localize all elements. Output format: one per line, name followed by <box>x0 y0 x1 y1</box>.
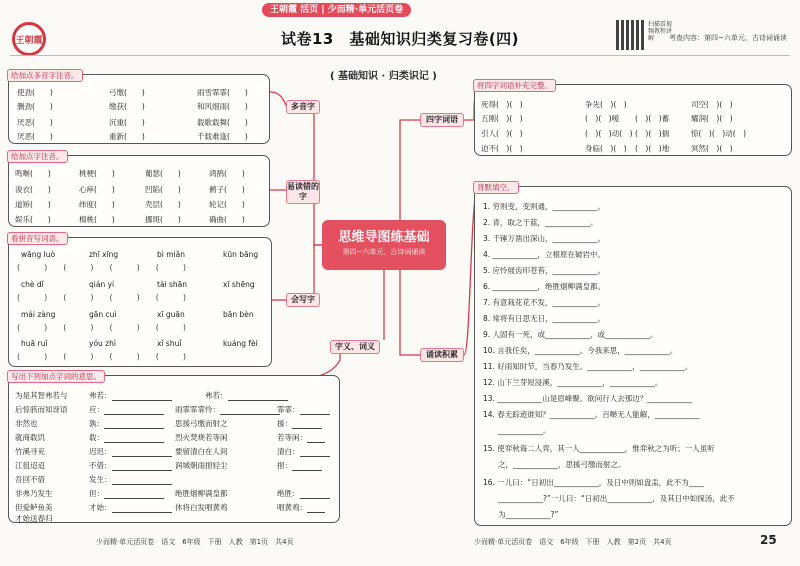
publisher-logo: 王朝霞 <box>12 22 46 56</box>
recitation-item[interactable]: 7. 有意栽花花不发，____________。 <box>483 298 606 307</box>
meaning-field[interactable]: 迟迟： <box>89 446 172 457</box>
idiom-item[interactable]: 惊( )( )动( ) <box>691 129 747 138</box>
pinyin-label: tài shān <box>157 280 188 289</box>
yidu-item[interactable]: 挪斑( ) <box>145 215 181 224</box>
node-ciyi: 字义、词义 <box>330 340 380 354</box>
answer-blank[interactable]: ( ) ( ) ( ) ( ) <box>17 263 186 272</box>
phrase: 为是其智弗若与 <box>15 391 68 400</box>
pinyin-label: mái zàng <box>21 310 56 319</box>
duoyin-item[interactable]: 和风细雨( ) <box>197 102 248 111</box>
meaning-field[interactable]: 清白： <box>277 446 330 457</box>
recitation-item[interactable]: 之，____________，思援弓缴而射之。 <box>483 460 626 469</box>
phrase: 就商载饥 <box>15 433 45 442</box>
pinyin-label: qián yí <box>89 280 115 289</box>
footer-left: 少而精·单元活页卷 语文 6年级 下册 人教 第1页 共4页 <box>96 538 294 546</box>
phrase: 竹溪寻兖 <box>15 447 45 456</box>
box-sizi-tag: 将四字词语补充完整。 <box>473 79 556 92</box>
meaning-field[interactable]: 载： <box>89 432 164 443</box>
box-ciyi-tag: 写出下列加点字词的意思。 <box>7 370 105 383</box>
meaning-field[interactable]: 弗若： <box>89 390 172 401</box>
node-huixie: 会写字 <box>286 293 320 307</box>
idiom-item[interactable]: 引人( )( ) <box>481 129 523 138</box>
answer-blank[interactable]: ( ) ( ) ( ) ( ) <box>17 293 186 302</box>
duoyin-item[interactable]: 载歌载舞( ) <box>197 118 248 127</box>
duoyin-item[interactable]: 缴获( ) <box>109 102 145 111</box>
idiom-item[interactable]: ( )( )动( ) <box>585 129 633 138</box>
duoyin-item[interactable]: 删劲( ) <box>17 102 53 111</box>
idiom-item[interactable]: 身临( )( ) <box>585 144 627 153</box>
pinyin-label: bì miǎn <box>157 250 185 259</box>
duoyin-item[interactable]: 重新( ) <box>109 132 145 141</box>
idiom-item[interactable]: ( )( )地 <box>635 144 670 153</box>
yidu-item[interactable]: 葡瑟( ) <box>145 169 181 178</box>
recitation-item[interactable]: 3. 千锤万凿出深山，____________。 <box>483 234 606 243</box>
meaning-field[interactable]: 唱黄鸡： <box>277 502 325 513</box>
recitation-item[interactable]: 6. ____________，绝胜烟柳满皇都。 <box>483 282 606 291</box>
meaning-field[interactable]: 弗若： <box>205 390 288 401</box>
box-duoyinzi-tag: 给加点多音字注音。 <box>7 69 83 82</box>
box-sizi <box>474 81 792 156</box>
yidu-item[interactable]: 娱乐( ) <box>15 215 51 224</box>
box-songdu-tag: 背默填空。 <box>473 181 519 194</box>
meaning-field[interactable]: 孰： <box>89 418 164 429</box>
yidu-item[interactable]: 纬度( ) <box>79 200 115 209</box>
meaning-field[interactable]: 才始： <box>89 502 172 513</box>
pinyin-label: yóu zhì <box>89 339 116 348</box>
phrase: 非弗乃发生 <box>15 489 53 498</box>
recitation-item[interactable]: ____________。 <box>483 426 551 435</box>
phrase: 雨霏霏霏 <box>175 405 205 414</box>
phrase: 要留清白在人间 <box>175 447 228 456</box>
section-title: ( 基础知识 · 归类识记 ) <box>330 71 437 82</box>
idiom-item[interactable]: 五刚( )( ) <box>481 114 523 123</box>
recitation-item[interactable]: 1. 穷则变，变则通，____________。 <box>483 202 606 211</box>
recitation-item[interactable]: 13. ____________山是眉峰聚。欲问行人去那边？____________ <box>483 394 693 403</box>
phrase: 但爱鲈鱼美 <box>15 503 53 512</box>
idiom-item[interactable]: ( )( )蓄 <box>635 114 670 123</box>
page-number: 25 <box>760 533 777 547</box>
duoyin-item[interactable]: 厌恶( ) <box>17 132 53 141</box>
phrase: 烈火焚烧若等闲 <box>175 433 228 442</box>
box-ciyi <box>8 372 340 523</box>
meaning-field[interactable]: 应： <box>89 404 164 415</box>
footer-right: 少而精·单元活页卷 语文 6年级 下册 人教 第2页 共4页 <box>474 538 672 546</box>
phrase: 才始送春归 <box>15 514 53 523</box>
phrase: 思援弓缴而射之 <box>175 419 228 428</box>
duoyin-item[interactable]: 厌恶( ) <box>17 118 53 127</box>
pinyin-label: bān bèn <box>223 310 254 319</box>
meaning-field[interactable]: 挹： <box>277 460 322 471</box>
phrase: 非然也 <box>15 419 38 428</box>
meaning-field[interactable]: 发生： <box>89 474 172 485</box>
recitation-item[interactable]: 9. 人固有一死，或____________，或____________。 <box>483 330 658 339</box>
meaning-field[interactable]: 不借： <box>89 460 172 471</box>
yidu-item[interactable]: 心瘁( ) <box>79 185 115 194</box>
pinyin-label: huā ruǐ <box>21 339 48 348</box>
meaning-field[interactable]: 霏霏： <box>277 404 330 415</box>
center-subtitle: 第四~六单元、古诗词诵读 <box>342 248 426 256</box>
yidu-item[interactable]: 浚衣( ) <box>15 185 51 194</box>
idiom-item[interactable]: 司空( )( ) <box>691 100 733 109</box>
meaning-field[interactable]: 援： <box>277 418 322 429</box>
phrase: 江徂迢迢 <box>15 461 45 470</box>
box-songdu <box>474 183 792 526</box>
recitation-item[interactable]: 4. ____________，立根原在破岩中。 <box>483 250 606 259</box>
exam-content: 考查内容：第四~六单元、古诗词诵读 <box>669 34 787 42</box>
phrase: 后惊骇而知讶语 <box>15 405 68 414</box>
box-huixie-tag: 看拼音写词语。 <box>7 232 68 245</box>
node-yidu: 易读错的字 <box>286 180 320 204</box>
idiom-item[interactable]: 迫不( )( ) <box>481 144 523 153</box>
answer-blank[interactable]: ( ) ( ) ( ) ( ) <box>17 323 186 332</box>
yidu-item[interactable]: 确曲( ) <box>209 215 245 224</box>
duoyin-item[interactable]: 千载难逢( ) <box>197 132 248 141</box>
meaning-field[interactable]: 绝胜： <box>277 488 330 499</box>
yidu-item[interactable]: 棉桃( ) <box>79 215 115 224</box>
phrase: 休将白发唱黄鸡 <box>175 503 228 512</box>
phrase: 绝胜烟柳满皇都 <box>175 489 228 498</box>
yidu-item[interactable]: 轮记( ) <box>209 200 245 209</box>
recitation-item[interactable]: 2. 青，取之于蓝，____________。 <box>483 218 598 227</box>
box-duoyinzi <box>8 71 270 144</box>
pinyin-label: zhī xīng <box>89 250 119 259</box>
pinyin-label: chè dǐ <box>21 280 44 289</box>
recitation-item[interactable]: 10. 言我任矣，____________。今我来思，____________。 <box>483 346 678 355</box>
yidu-item[interactable]: 道矫( ) <box>15 200 51 209</box>
box-huixie <box>8 234 272 367</box>
duoyin-item[interactable]: 雨雪霏霏( ) <box>197 88 248 97</box>
pinyin-label: xī guān <box>157 310 185 319</box>
pinyin-label: kuáng fèi <box>223 339 258 348</box>
meaning-field[interactable]: 若等闲： <box>277 432 325 443</box>
recitation-item[interactable]: 12. 山下兰芽短浸溪，____________，____________。 <box>483 378 663 387</box>
recitation-item[interactable]: 为____________?” <box>483 510 559 519</box>
yidu-item[interactable]: 凹陷( ) <box>145 185 181 194</box>
yidu-item[interactable]: 鸿鹄( ) <box>209 169 245 178</box>
duoyin-item[interactable]: 使劲( ) <box>17 88 53 97</box>
meaning-field[interactable]: 但： <box>89 488 164 499</box>
idiom-item[interactable]: 冥然( )( ) <box>691 144 733 153</box>
idiom-item[interactable]: ( )( )嗳 <box>585 114 620 123</box>
brand-banner: 王朝霞 活页 | 少而精·单元活页卷 <box>262 3 411 17</box>
recitation-item[interactable]: 11. 好雨知时节，当春乃发生。____________，____________。 <box>483 362 693 371</box>
pinyin-label: kūn bāng <box>223 250 259 259</box>
idiom-item[interactable]: ( )( )揣 <box>635 129 670 138</box>
paper-title: 试卷13 基础知识归类复习卷(四) <box>280 30 520 48</box>
yidu-item[interactable]: 壳层( ) <box>145 200 181 209</box>
recitation-item[interactable]: 16. 一儿曰：“日初出____________，及日中则如盘盂，此不为____ <box>483 478 704 487</box>
idiom-item[interactable]: 争先( )( ) <box>585 100 627 109</box>
pinyin-label: xǐ shuǐ <box>157 339 182 348</box>
node-sizi: 四字词语 <box>420 113 464 127</box>
box-yidu-tag: 给加点字注音。 <box>7 150 68 163</box>
pinyin-label: wāng luò <box>21 250 56 259</box>
box-yidu <box>8 152 270 227</box>
pinyin-label: xī shēng <box>223 280 255 289</box>
node-duoyinzi: 多音字 <box>286 100 320 114</box>
pinyin-label: gān cuì <box>89 310 117 319</box>
recitation-item[interactable]: 8. 常将有日思无日，____________。 <box>483 314 606 323</box>
duoyin-item[interactable]: 沉重( ) <box>109 118 145 127</box>
recitation-item[interactable]: 5. 应怜屐齿印苍苔，____________。 <box>483 266 606 275</box>
idiom-item[interactable]: 耀润( )( ) <box>691 114 733 123</box>
recitation-item[interactable]: 14. 春无踪迹谁知？____________。百啭无人能解，____________ <box>483 410 700 419</box>
node-songdu: 诵读积累 <box>420 348 464 362</box>
meaning-field[interactable]: 怜： <box>205 404 280 415</box>
idiom-item[interactable]: 死得( )( ) <box>481 100 523 109</box>
yidu-item[interactable]: 鸺子( ) <box>209 185 245 194</box>
yidu-item[interactable]: 桃梗( ) <box>79 169 115 178</box>
mindmap-center <box>322 220 446 270</box>
qr-label: 扫描看视频教程讲解 <box>648 21 673 42</box>
recitation-item[interactable]: 15. 使弈秋诲二人弈，其一人____________，惟弈秋之为听；一人虽听 <box>483 444 715 453</box>
phrase: 吾回不借 <box>15 475 45 484</box>
duoyin-item[interactable]: 弓缴( ) <box>109 88 145 97</box>
center-title: 思维导图练基础 <box>338 230 430 245</box>
phrase: 润城朝雨挹轻尘 <box>175 461 228 470</box>
yidu-item[interactable]: 鸣啭( ) <box>15 169 51 178</box>
answer-blank[interactable]: ( ) ( ) ( ) ( ) <box>17 352 186 361</box>
recitation-item[interactable]: ____________?”一儿曰：“日初出____________，及其日中如探汤，此不 <box>483 494 735 503</box>
